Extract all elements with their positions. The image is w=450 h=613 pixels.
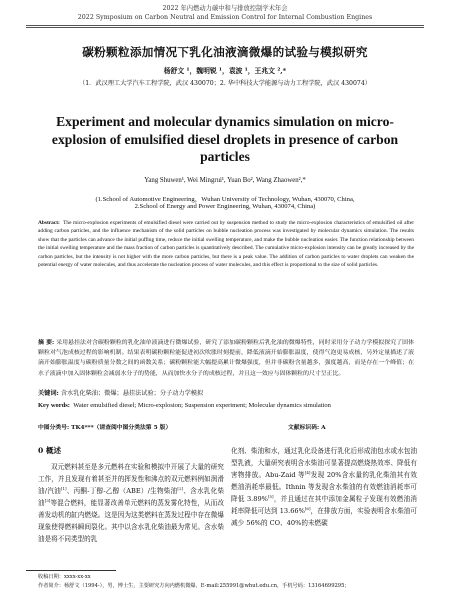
intro-left-column xyxy=(38,445,224,545)
en-affiliation-2: 2.School of Energy and Power Engineering, Wuhan, 430074, China) xyxy=(134,203,316,210)
en-title: Experiment and molecular dynamics simulation on micro-explosion of emulsified diesel droplets in presence of carbon particles xyxy=(51,114,399,164)
en-abstract xyxy=(38,219,414,270)
header-rule xyxy=(26,25,424,26)
footnote-rule xyxy=(26,570,116,571)
author-bio: 作者简介：杨舒文（1994-），男，博士生，主要研究方向内燃机微爆，E-mail:255991@whut.edu.cn，手机号码：13164699295； xyxy=(38,583,350,589)
en-keywords-label: Key words: xyxy=(38,402,70,409)
cn-authors: 杨舒文 ¹，魏明锐 ¹，袁波 ¹，王兆文 ²,* xyxy=(163,67,287,75)
received-date: 收稿日期：xxxx-xx-xx xyxy=(38,574,91,580)
intro-right-text: 化剂、柴油和水，通过乳化设备进行乳化后形成油包水或水包油型乳液，大量研究表明含水柴油可显著提高燃烧热效率、降低有害物排放。Abu-Zaid 等[4]发现 20%含水量的乳化柴油其有效燃油消耗率最低。Ithnin 等发现含水柴油的有效燃油消耗率可降低 3.89%[5]，并且通过在其中添加金属粒子发现有效燃油消耗率降低可达到 13.66%[6]，在排放方面，实验表明含水柴油可减少 56%的 CO、40%的未燃碳 xyxy=(231,447,417,528)
en-keywords-text: Water emulsified diesel; Micro-explosion; Suspension experiment; Molecular dynamics simulation xyxy=(73,402,331,409)
intro-right-column xyxy=(231,445,417,529)
section-heading-intro: 0 概述 xyxy=(38,446,62,455)
cn-abstract xyxy=(38,338,414,379)
abstract-label: Abstract: xyxy=(38,220,60,226)
doc-code: 文献标识码: A xyxy=(288,425,326,431)
conference-header-en: 2022 Symposium on Carbon Neutral and Emission Control for Internal Combustion Engines xyxy=(77,14,373,21)
en-keywords xyxy=(38,401,414,412)
en-authors: Yang Shuwen¹, Wei Mingrui¹, Yuan Bo², Wang Zhaowen²,* xyxy=(144,177,306,184)
cn-keywords-text: 含水乳化柴油；微爆；悬挂法试验；分子动力学模拟 xyxy=(60,390,204,397)
en-affiliation-1: (1.School of Automotive Engineering，Wuhan University of Technology, Wuhan, 430070, China, xyxy=(95,196,355,203)
header-rule-2 xyxy=(26,27,424,28)
cn-title: 碳粉颗粒添加情况下乳化油液滴微爆的试验与模拟研究 xyxy=(82,45,368,59)
cn-keywords-label: 关键词: xyxy=(38,390,59,397)
cn-abstract-label: 摘 要: xyxy=(38,339,55,346)
cn-abstract-text: 采用悬挂法对含碳粉颗粒的乳化油单液滴进行微爆试验，研究了添加碳粉颗粒后乳化油的微爆特性，同时采用分子动力学模拟探究了固体颗粒对气泡成核过程的影响机制。结果表明碳粉颗粒能促进初次吹胀时刻提前，降低液滴开始膨胀温度，使得气泡更易成核，另外定量描述了液滴开始膨胀温度与碳粉质量分数之间的函数关系；碳粉颗粒能大幅提高累计微爆强度，但并非碳粉含量越多，强度越高，而是存在一个峰值；在水子液滴中加入固体颗粒会减弱水分子的势能，从而加快水分子的成核过程，并且这一效应与固体颗粒的尺寸呈正比。 xyxy=(38,340,414,377)
cn-affiliations: （1．武汉理工大学汽车工程学院，武汉 430070；2. 华中科技大学能源与动力工程学院，武汉 430074） xyxy=(79,80,371,87)
cn-keywords xyxy=(38,389,414,400)
abstract-text: The micro-explosion experiments of emulsified diesel were carried out by suspension method to study the micro-explosion characteristics of emulsified oil after adding carbon particles, and the influence mechanism of the solid particles on bubble nucleation process was investigated by molecular dynamics simulation. The results show that the particles can advance the initial puffing time, reduce the initial swelling temperature, and make the bubble nucleation easier. The function relationship between the initial swelling temperature and the mass fraction of carbon particles is quantitatively described. The cumulative micro-explosion intensity can be greatly increased by the carbon particles, but the intensity is not higher with the more carbon particles, but there is a peak value. The addition of carbon particles to water droplets can weaken the potential energy of water molecules, and thus accelerate the nucleation process of water molecules, and this effect is proportional to the size of solid particles. xyxy=(38,220,414,269)
clc-number: 中图分类号: TK4***（请查阅中图分类法第 5 版） xyxy=(38,425,172,431)
classification-line xyxy=(38,422,414,431)
conference-header-cn: 2022 年内燃动力碳中和与排放控制学术年会 xyxy=(162,5,288,12)
intro-left-text: 双元燃料甚至是多元燃料在实验和模拟中开展了大量的研究工作，并且发现有着甚至并的挥发性和沸点的双元燃料例如润滑油/汽油[1]、丙酮-丁醇-乙醇（ABE）/生物柴油[2]、含水乳化柴油[3]等混合燃料，能显著改善单元燃料的蒸发雾化特性，从而改善发动机的缸内燃烧。这是因为这类燃料在蒸发过程中存在微爆现象使得燃料瞬间裂化。其中以含水乳化柴油最为常见。含水柴油是将不同类型的乳 xyxy=(38,463,225,544)
